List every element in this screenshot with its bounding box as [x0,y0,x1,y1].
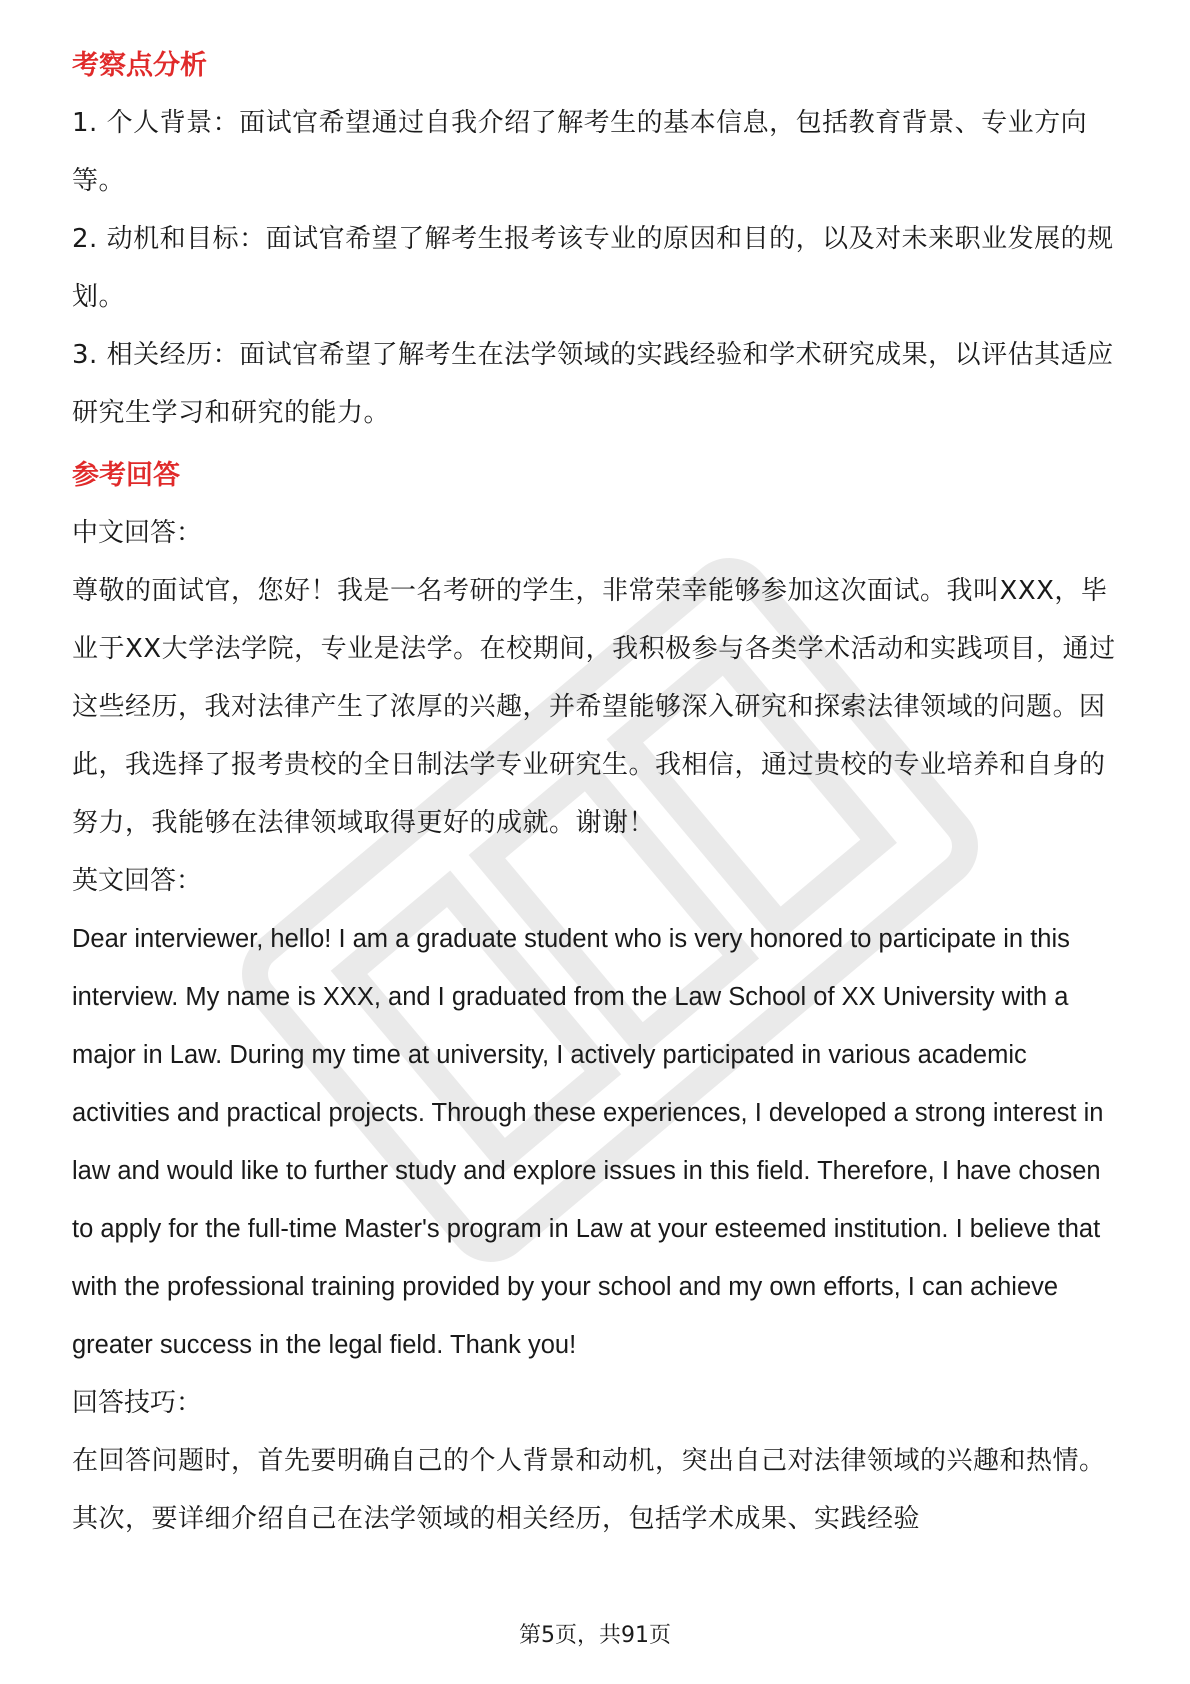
analysis-item-3: 3. 相关经历：面试官希望了解考生在法学领域的实践经验和学术研究成果，以评估其适应研究生学习和研究的能力。 [72,340,1114,428]
document-page [72,46,1122,1548]
chinese-answer-label: 中文回答： [72,518,203,548]
tips-text: 在回答问题时，首先要明确自己的个人背景和动机，突出自己对法律领域的兴趣和热情。其次，要详细介绍自己在法学领域的相关经历，包括学术成果、实践经验 [72,1446,1106,1534]
english-answer-label: 英文回答： [72,866,203,896]
answer-heading: 参考回答 [72,460,180,491]
english-answer-text: Dear interviewer, hello! I am a graduate student who is very honored to participate in this interview. My name is XXX, and I graduated from the Law School of XX University with a major in Law. During my time at university, I actively participated in various academic activities and practical projects. Through these experiences, I developed a strong interest in law and would like to further study and explore issues in this field. Therefore, I have chosen to apply for the full-time Master's program in Law at your esteemed institution. I believe that with the professional training provided by your school and my own efforts, I can achieve greater success in the legal field. Thank you! [72,925,1104,1359]
analysis-item-1: 1. 个人背景：面试官希望通过自我介绍了解考生的基本信息，包括教育背景、专业方向等。 [72,108,1088,196]
page-number: 第5页，共91页 [519,1623,671,1648]
tips-label: 回答技巧： [72,1388,203,1418]
analysis-item-2: 2. 动机和目标：面试官希望了解考生报考该专业的原因和目的，以及对未来职业发展的规划。 [72,224,1114,312]
analysis-heading: 考察点分析 [72,50,207,81]
chinese-answer-text: 尊敬的面试官，您好！我是一名考研的学生，非常荣幸能够参加这次面试。我叫XXX，毕业于XX大学法学院，专业是法学。在校期间，我积极参与各类学术活动和实践项目，通过这些经历，我对法律产生了浓厚的兴趣，并希望能够深入研究和探索法律领域的问题。因此，我选择了报考贵校的全日制法学专业研究生。我相信，通过贵校的专业培养和自身的努力，我能够在法律领域取得更好的成就。谢谢！ [72,576,1116,838]
